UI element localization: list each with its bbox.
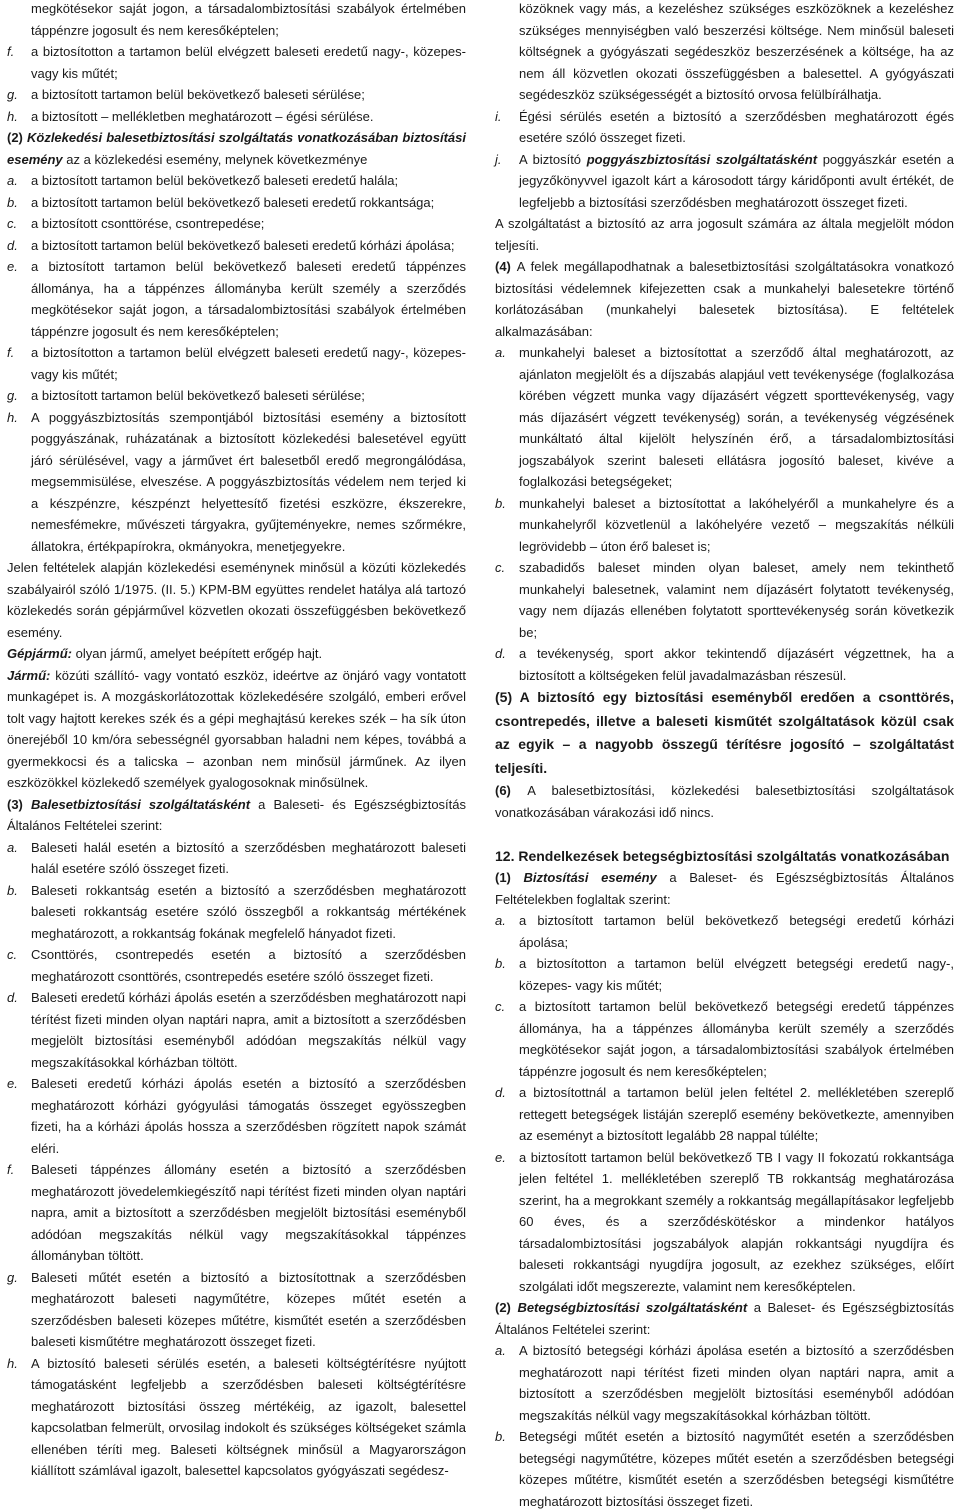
list-item-text: Baleseti műtét esetén a biztosító a biztosítottnak a szerződésben meghatározott baleseti nagyműtétre, közepes műtét esetén a szerződésben baleseti közepes műtétre, kisműtét esetén a szerződésben baleseti kisműtétre meghatározott összeget fizeti. <box>31 1269 466 1349</box>
list-marker: d. <box>495 1085 506 1100</box>
list-marker: e. <box>495 1149 506 1165</box>
list-item-text: Csonttörés, csontrepedés esetén a biztosító a szerződésben meghatározott csonttörés, csontrepedés esetére szóló összeget fizeti. <box>31 947 466 984</box>
list-item: j. A biztosító poggyászbiztosítási szolgáltatásként poggyászkár esetén a jegyzőkönyvvel igazolt kárt a károsodott tárgy káridőponti avult értékét, de legfeljebb a biztosítási szerződésben meghatározott összeget fizeti. <box>495 149 954 214</box>
list-item-text: A biztosító baleseti sérülés esetén, a baleseti költségtérítésre nyújtott támogatásként legfeljebb a szerződésben baleseti költségtérítésre meghatározott biztosítási összeg mértékéig, az igazolt, balesettel kapcsolatban felmerült, orvosilag indokolt és szükséges költségeket számla ellenében téríti meg. Baleseti költségnek minősül a Magyarországon kiállított számlával igazolt, balesettel kapcsolatos gyógyászati segédesz- <box>31 1355 466 1478</box>
paragraph: (2) Közlekedési balesetbiztosítási szolgáltatás vonatkozásában biztosítási esemény az a közlekedési esemény, melynek következménye <box>7 130 466 167</box>
list-item <box>7 385 466 407</box>
paragraph: (2) Betegségbiztosítási szolgáltatásként a Baleset- és Egészségbiztosítás Általános Feltételei szerint: <box>495 1300 955 1337</box>
list-marker: a. <box>495 1343 506 1358</box>
list-item-text: a biztosítottnál a tartamon belül jelen feltétel 2. mellékletében szereplő rettegett betegségek listáján szereplő esemény bekövetkezte, amennyiben az eseményt a biztosított legalább 28 nappal túlélte; <box>519 1085 954 1143</box>
list-item <box>7 1159 466 1267</box>
list-item <box>7 1353 466 1482</box>
list-item <box>7 106 466 128</box>
list-item-text: Baleseti eredetű kórházi ápolás esetén a biztosító a szerződésben meghatározott kórházi gyógyulási támogatás összeget egyösszegben fizeti, ha a kórházi ápolás hossza a szerződésben rögzített napok számát eléri. <box>31 1076 466 1156</box>
list-item <box>7 407 466 558</box>
list-item <box>7 41 466 84</box>
list-marker: b. <box>495 1429 506 1444</box>
list-marker: h. <box>7 1355 18 1371</box>
list-marker: g. <box>7 87 18 102</box>
list-marker: c. <box>7 216 18 231</box>
list-item <box>7 880 466 945</box>
list-marker: c. <box>495 560 506 575</box>
list-item <box>495 106 954 149</box>
list-item-text: megkötésekor saját jogon, a társadalombiztosítási szabályok értelmében táppénzre jogosult és nem keresőképtelen; <box>31 1 466 38</box>
list-item-text: a biztosított – mellékletben meghatározott – égési sérülése. <box>31 108 374 124</box>
list-marker: d. <box>7 237 18 253</box>
list-marker: c. <box>495 999 506 1014</box>
list-item-text: Baleseti rokkantság esetén a biztosító a szerződésben meghatározott baleseti rokkantság esetére szóló összegből a rokkantság mértékének meghatározott, a rokkantság fokának megfelelő hányadot fizeti. <box>31 882 466 941</box>
list-marker: h. <box>7 409 18 425</box>
list-item-text: A poggyászbiztosítás szempontjából biztosítási esemény a biztosított poggyászának, ruházatának a biztosított közlekedési balesetével együtt járó sérülésével, vagy a járművet ért balesetből eredő megrongálódása, megsemmisülése, elveszése. A poggyászbiztosítás védelem nem terjed ki a készpénzre, készpénzt helyettesítő fizetési eszközre, ékszerekre, nemesfémekre, művészeti tárgyakra, gyűjteményekre, nemes szőrmékre, állatokra, értékpapírokra, okmányokra, menetjegyekre. <box>31 409 466 554</box>
section-heading: 12. Rendelkezések betegségbiztosítási szolgáltatás vonatkozásában <box>495 848 950 864</box>
list-item <box>7 84 466 106</box>
right-column <box>495 0 954 1512</box>
list-item-text: Égési sérülés esetén a biztosító a szerződésben meghatározott égés esetére szóló összeget fizeti. <box>519 108 954 145</box>
list-item <box>495 493 954 558</box>
list-item <box>495 996 954 1082</box>
list-item <box>7 987 466 1073</box>
list-marker: b. <box>495 495 506 511</box>
list-marker: e. <box>7 1076 18 1091</box>
list-item <box>495 1082 954 1147</box>
list-item <box>495 1426 954 1512</box>
list-item <box>7 837 466 880</box>
emphasized-paragraph: (5) A biztosító egy biztosítási eseményből eredően a csonttörés, csontrepedés, illetve a baleseti kisműtét szolgáltatások közül csak az egyik – a nagyobb összegű térítésre jogosító – szolgáltatást teljesíti. <box>495 689 954 776</box>
paragraph: Jelen feltételek alapján közlekedési eseménynek minősül a közúti közlekedés szabályairól szóló 1/1975. (II. 5.) KPM-BM együttes rendelet hatálya alá tartozó közlekedés során gépjárművel közvetlen okozati összefüggésben bekövetkező esemény. <box>7 560 466 640</box>
paragraph: A szolgáltatást a biztosító az arra jogosult számára az általa megjelölt módon teljesíti. <box>495 216 954 253</box>
list-marker: d. <box>495 646 506 661</box>
list-item-text: a biztosított tartamon belül bekövetkező baleseti eredetű rokkantsága; <box>31 194 435 210</box>
list-item <box>7 944 466 987</box>
list-item-text: a biztosított tartamon belül bekövetkező baleseti eredetű kórházi ápolása; <box>31 237 455 253</box>
list-item-text: A biztosító betegségi kórházi ápolása esetén a biztosító a szerződésben meghatározott napi térítést fizeti minden olyan naptári napra, amit a biztosított a szerződésben megjelölt biztosítási eseményből adódóan megszakítás nélkül vagy megszakításokkal kórházban töltött. <box>519 1343 954 1423</box>
list-item <box>495 953 954 996</box>
list-item-text: a biztosított tartamon belül bekövetkező baleseti eredetű halála; <box>31 173 399 188</box>
paragraph: (4) A felek megállapodhatnak a balesetbiztosítási szolgáltatásokra vonatkozó biztosítási védelemnek kifejezetten csak a munkahelyi balesetekre történő korlátozásában (munkahelyi balesetek biztosítása). E feltételek alkalmazásában: <box>495 259 955 339</box>
list-item-continuation <box>7 0 466 41</box>
list-item <box>495 557 954 643</box>
list-item <box>7 192 466 214</box>
list-marker: i. <box>495 108 502 124</box>
list-item <box>7 1267 466 1353</box>
list-marker: b. <box>7 882 18 898</box>
list-item-text: a biztosított tartamon belül bekövetkező baleseti eredetű táppénzes állománya, ha a táppénzes állományba került személy a szerződés megkötésekor saját jogon, a társadalombiztosítási szabályok értelmében táppénzre jogosult és nem keresőképtelen; <box>31 259 466 339</box>
list-item <box>495 1340 954 1426</box>
list-item-text: a biztosított csonttörése, csontrepedése; <box>31 216 265 231</box>
list-item <box>495 643 954 686</box>
list-marker: d. <box>7 990 18 1005</box>
list-marker: a. <box>495 913 506 928</box>
list-item-continuation <box>495 0 954 106</box>
list-item-text: Baleseti halál esetén a biztosító a szerződésben meghatározott baleseti halál esetére szóló összeget fizeti. <box>31 839 466 876</box>
list-item-text: a biztosított tartamon belül bekövetkező betegségi eredetű táppénzes állománya, ha a táppénzes állományba került személy a szerződés megkötésekor saját jogon, a társadalombiztosítási szabályok értelmében táppénzre jogosult és nem keresőképtelen; <box>519 999 954 1079</box>
list-marker: g. <box>7 388 18 403</box>
paragraph: (3) Balesetbiztosítási szolgáltatásként a Baleseti- és Egészségbiztosítás Általános Feltételei szerint: <box>7 796 467 833</box>
list-item-text: munkahelyi baleset a biztosítottat a szerződő által meghatározott, az ajánlaton megjelölt és a díjszabás alapjául vett tevékenysége (foglalkozása körében végzett munka vagy díjazásért végzett sporttevékenység, vagy más díjazásért végzett tevékenység) során, a tevékenység végzésének munkáltató által kijelölt helyszínén érő, a társadalombiztosítási jogszabályok szerint baleseti ellátásra jogosító baleset, kivéve a foglalkozási betegségeket; <box>519 345 954 489</box>
list-item-text: a biztosítotton a tartamon belül elvégzett baleseti eredetű nagy-, közepes- vagy kis műtét; <box>31 345 466 382</box>
list-item-text: a biztosított tartamon belül bekövetkező TB I vagy II fokozatú rokkantsága jelen feltétel 1. mellékletében szereplő TB rokkantság meghatározása szerint, ha a megrokkant személy a rokkantság megállapításakor legfeljebb 60 éves, és a szerződéskötéskor a mindenkor hatályos társadalombiztosítási jogszabályok alapján rokkantsági nyugdíjra és baleseti rokkantsági nyugdíjra jogosult, az ezekhez szükséges, előírt szolgálati időt megszerezte, valamint nem keresőképtelen. <box>519 1149 954 1294</box>
paragraph: Jármű: közúti szállító- vagy vontató eszköz, ideértve az önjáró vagy vontatott munkagépet is. A mozgáskorlátozottak közlekedésére szolgáló, emberi erővel tolt vagy hajtott kerekes szék és a gépi meghajtású kerekes szék – ha sík úton önerejéből 10 km/óra sebességnél gyorsabban haladni nem képes, továbbá a gyermekkocsi és a talicska – azonban nem minősül járműnek. Az ilyen eszközökkel közlekedő személyek gyalogosoknak minősülnek. <box>7 667 466 790</box>
list-item <box>7 256 466 342</box>
list-item-text: a tevékenység, sport akkor tekintendő díjazásért végzettnek, ha a biztosított a költségeken felül javadalmazásban részesül. <box>519 646 954 683</box>
paragraph: (1) Biztosítási esemény a Baleset- és Egészségbiztosítás Általános Feltételekben foglaltak szerint: <box>495 870 955 907</box>
list-item-text: Baleseti eredetű kórházi ápolás esetén a szerződésben meghatározott napi térítést fizeti minden olyan naptári napra, amit a biztosított a szerződésben megjelölt biztosítási eseményből adódóan megszakítás nélkül vagy megszakításokkal kórházban töltött. <box>31 990 466 1070</box>
list-item-text: közöknek vagy más, a kezeléshez szükséges eszközöknek a kezeléshez szükséges mennyiségben való beszerzési költsége. Nem minősül baleseti költségnek a gyógyászati segédeszköz beszerzésének a költsége, ha az nem áll közvetlen okozati összefüggésben a balesettel. A gyógyászati segédeszköz szükségességét a biztosító orvosa felülbírálhatja. <box>519 1 954 102</box>
list-item-text: munkahelyi baleset a biztosítottat a lakóhelyéről a munkahelyre és a munkahelyről közvetlenül a lakóhelyére vezető – megszakítás nélküli legrövidebb – úton érő baleset is; <box>519 495 954 554</box>
left-column <box>7 0 466 1482</box>
list-item <box>7 213 466 235</box>
list-item <box>7 235 466 257</box>
list-marker: a. <box>7 173 18 188</box>
list-item <box>7 1073 466 1159</box>
list-item-text: szabadidős baleset minden olyan baleset, amely nem tekinthető munkahelyi balesetnek, valamint nem díjazásért folytatott tevékenység, vagy nem díjazás ellenében folytatott sporttevékenység során következik be; <box>519 560 954 640</box>
list-marker: b. <box>495 956 506 971</box>
list-item <box>7 170 466 192</box>
list-marker: b. <box>7 194 18 210</box>
section-gap <box>495 823 954 845</box>
list-item-text: a biztosított tartamon belül bekövetkező betegségi eredetű kórházi ápolása; <box>519 913 954 950</box>
paragraph: (6) A balesetbiztosítási, közlekedési balesetbiztosítási szolgáltatások vonatkozásában várakozási idő nincs. <box>495 783 954 820</box>
list-item-text: a biztosítotton a tartamon belül elvégzett betegségi eredetű nagy-, közepes- vagy kis műtét; <box>519 956 954 993</box>
list-marker: g. <box>7 1269 18 1285</box>
list-marker: e. <box>7 259 18 274</box>
list-item-text: a biztosított tartamon belül bekövetkező baleseti sérülése; <box>31 388 365 403</box>
list-item-text: a biztosítotton a tartamon belül elvégzett baleseti eredetű nagy-, közepes- vagy kis műtét; <box>31 44 466 81</box>
list-item <box>7 342 466 385</box>
list-marker: j. <box>495 151 502 167</box>
list-marker: h. <box>7 108 18 124</box>
list-item-text: Baleseti táppénzes állomány esetén a biztosító a szerződésben meghatározott jövedelemkiegészítő napi térítést fizeti minden olyan naptári napra, amit a biztosított a szerződésben megjelölt biztosítási eseményből adódóan megszakítás nélkül vagy megszakításokkal táppénzes állományban töltött. <box>31 1162 466 1263</box>
list-item <box>495 342 954 493</box>
list-item <box>495 1147 954 1298</box>
paragraph: Gépjármű: olyan jármű, amelyet beépített erőgép hajt. <box>7 646 323 661</box>
list-item-text: a biztosított tartamon belül bekövetkező baleseti sérülése; <box>31 87 365 102</box>
list-marker: f. <box>7 1162 15 1177</box>
list-item <box>495 910 954 953</box>
list-marker: c. <box>7 947 18 962</box>
list-marker: f. <box>7 44 15 59</box>
list-marker: a. <box>7 839 18 855</box>
list-marker: a. <box>495 345 506 360</box>
list-item-text: Betegségi műtét esetén a biztosító nagyműtét esetén a szerződésben betegségi nagyműtétre, közepes műtét esetén a szerződésben betegségi közepes műtétre, kisműtét esetén a szerződésben betegségi kisműtétre meghatározott biztosítási összeget fizeti. <box>519 1429 954 1509</box>
list-marker: f. <box>7 345 15 360</box>
